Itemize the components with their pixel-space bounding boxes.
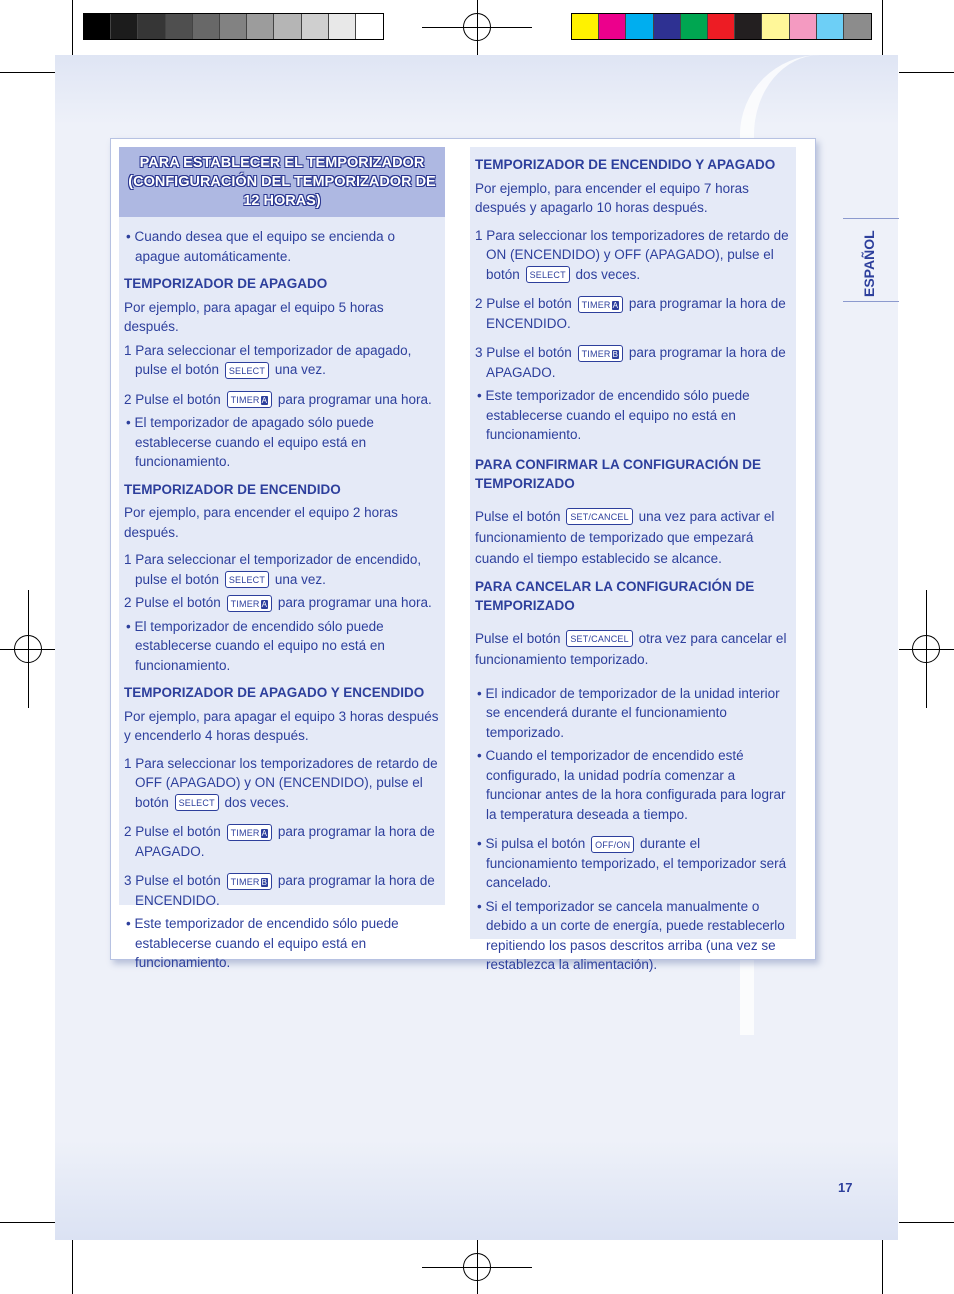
timer-b-button-icon: TIMER B xyxy=(578,345,624,362)
section-header: PARA ESTABLECER EL TEMPORIZADOR (CONFIGURACIÓN DEL TEMPORIZADOR DE 12 HORAS) xyxy=(128,154,436,209)
on-timer-step-1: 1 Para seleccionar el temporizador de encendido, pulse el botón SELECT una vez. xyxy=(124,552,422,587)
grayscale-bar xyxy=(83,13,384,40)
note-off-on-cancel: • Si pulsa el botón OFF/ON durante el funcionamiento temporizado, el temporizador será cancelado. xyxy=(477,836,787,890)
off-timer-step-2: 2 Pulse el botón TIMER A para programar una hora. xyxy=(124,391,432,407)
crop-mark xyxy=(882,0,883,55)
off-on-timer-step-3: 3 Pulse el botón TIMER B para programar la hora de ENCENDIDO. xyxy=(124,873,435,908)
off-timer-step-1: 1 Para seleccionar el temporizador de apagado, pulse el botón SELECT una vez. xyxy=(124,342,412,377)
off-on-timer-title: TEMPORIZADOR DE APAGADO Y ENCENDIDO xyxy=(124,685,425,700)
timer-a-button-icon: TIMER A xyxy=(227,391,273,408)
registration-line xyxy=(477,1240,478,1294)
crop-mark xyxy=(899,1222,954,1223)
confirm-text: Pulse el botón SET/CANCEL una vez para activar el funcionamiento de temporizado que empezará cuando el tiempo establecido se alcance. xyxy=(475,508,775,566)
off-timer-note: • El temporizador de apagado sólo puede establecerse cuando el equipo está en funcionamiento. xyxy=(126,415,374,469)
select-button-icon: SELECT xyxy=(175,794,219,811)
bottom-swoosh xyxy=(55,1140,898,1240)
cancel-title: PARA CANCELAR LA CONFIGURACIÓN DE TEMPORIZADO xyxy=(475,578,755,613)
registration-line xyxy=(0,649,55,650)
crop-mark xyxy=(0,72,55,73)
select-button-icon: SELECT xyxy=(225,362,269,379)
set-cancel-button-icon: SET/CANCEL xyxy=(566,508,633,525)
registration-line xyxy=(477,0,478,55)
on-off-timer-step-1: 1 Para seleccionar los temporizadores de retardo de ON (ENCENDIDO) y OFF (APAGADO), pulse el botón SELECT dos veces. xyxy=(475,227,789,282)
intro-bullet: • Cuando desea que el equipo se encienda o apague automáticamente. xyxy=(126,229,395,264)
on-off-timer-example: Por ejemplo, para encender el equipo 7 horas después y apagarlo 10 horas después. xyxy=(475,180,749,215)
on-timer-example: Por ejemplo, para encender el equipo 2 horas después. xyxy=(124,505,398,540)
crop-mark xyxy=(0,1222,55,1223)
crop-mark xyxy=(72,1240,73,1294)
confirm-title: PARA CONFIRMAR LA CONFIGURACIÓN DE TEMPORIZADO xyxy=(475,456,761,491)
intro-text: Cuando desea que el equipo se encienda o apague automáticamente. xyxy=(134,229,395,264)
language-tab xyxy=(843,218,899,302)
timer-a-button-icon: TIMER A xyxy=(227,595,273,612)
off-timer-title: TEMPORIZADOR DE APAGADO xyxy=(124,276,328,291)
note-indicator: • El indicador de temporizador de la unidad interior se encenderá durante el funcionamiento temporizado. xyxy=(477,685,780,740)
on-off-timer-step-3: 3 Pulse el botón TIMER B para programar la hora de APAGADO. xyxy=(475,345,786,380)
timer-b-button-icon: TIMER B xyxy=(227,873,273,890)
page-number: 17 xyxy=(838,1180,853,1195)
on-timer-note: • El temporizador de encendido sólo puede establecerse cuando el equipo no está en funcionamiento. xyxy=(126,618,385,673)
registration-line xyxy=(899,649,954,650)
section-header-band xyxy=(119,147,445,217)
on-off-timer-step-2: 2 Pulse el botón TIMER A para programar la hora de ENCENDIDO. xyxy=(475,296,786,331)
off-on-timer-step-1: 1 Para seleccionar los temporizadores de retardo de OFF (APAGADO) y ON (ENCENDIDO), pulse el botón SELECT dos veces. xyxy=(124,755,438,810)
crop-mark xyxy=(882,1240,883,1294)
on-off-timer-note: • Este temporizador de encendido sólo puede establecerse cuando el equipo no está en funcionamiento. xyxy=(477,388,750,442)
on-off-timer-title: TEMPORIZADOR DE ENCENDIDO Y APAGADO xyxy=(475,157,776,172)
language-label: ESPAÑOL xyxy=(861,230,877,297)
color-bar xyxy=(571,13,872,40)
crop-mark xyxy=(899,72,954,73)
cancel-text: Pulse el botón SET/CANCEL otra vez para cancelar el funcionamiento temporizado. xyxy=(475,630,787,667)
off-timer-example: Por ejemplo, para apagar el equipo 5 horas después. xyxy=(124,299,384,334)
off-on-timer-step-2: 2 Pulse el botón TIMER A para programar la hora de APAGADO. xyxy=(124,824,435,859)
on-timer-title: TEMPORIZADOR DE ENCENDIDO xyxy=(124,481,341,497)
note-power-cut: • Si el temporizador se cancela manualmente o debido a un corte de energía, puede restablecerlo repitiendo los pasos descritos arriba (una vez se restablezca la alimentación). xyxy=(477,898,785,972)
select-button-icon: SELECT xyxy=(526,266,570,283)
on-timer-step-2: 2 Pulse el botón TIMER A para programar una hora. xyxy=(124,595,432,610)
timer-a-button-icon: TIMER A xyxy=(578,296,624,313)
off-on-timer-note: • Este temporizador de encendido sólo puede establecerse cuando el equipo está en funcionamiento. xyxy=(126,916,399,970)
set-cancel-button-icon: SET/CANCEL xyxy=(566,630,633,647)
off-on-button-icon: OFF/ON xyxy=(591,836,634,853)
timer-a-button-icon: TIMER A xyxy=(227,824,273,841)
right-column xyxy=(470,147,796,972)
left-column xyxy=(119,147,445,970)
select-button-icon: SELECT xyxy=(225,571,269,588)
note-on-timer-early-start: • Cuando el temporizador de encendido esté configurado, la unidad podría comenzar a funcionar antes de la hora configurada para lograr la temperatura deseada a tiempo. xyxy=(477,748,786,822)
off-on-timer-example: Por ejemplo, para apagar el equipo 3 horas después y encenderlo 4 horas después. xyxy=(124,708,439,743)
crop-mark xyxy=(72,0,73,55)
